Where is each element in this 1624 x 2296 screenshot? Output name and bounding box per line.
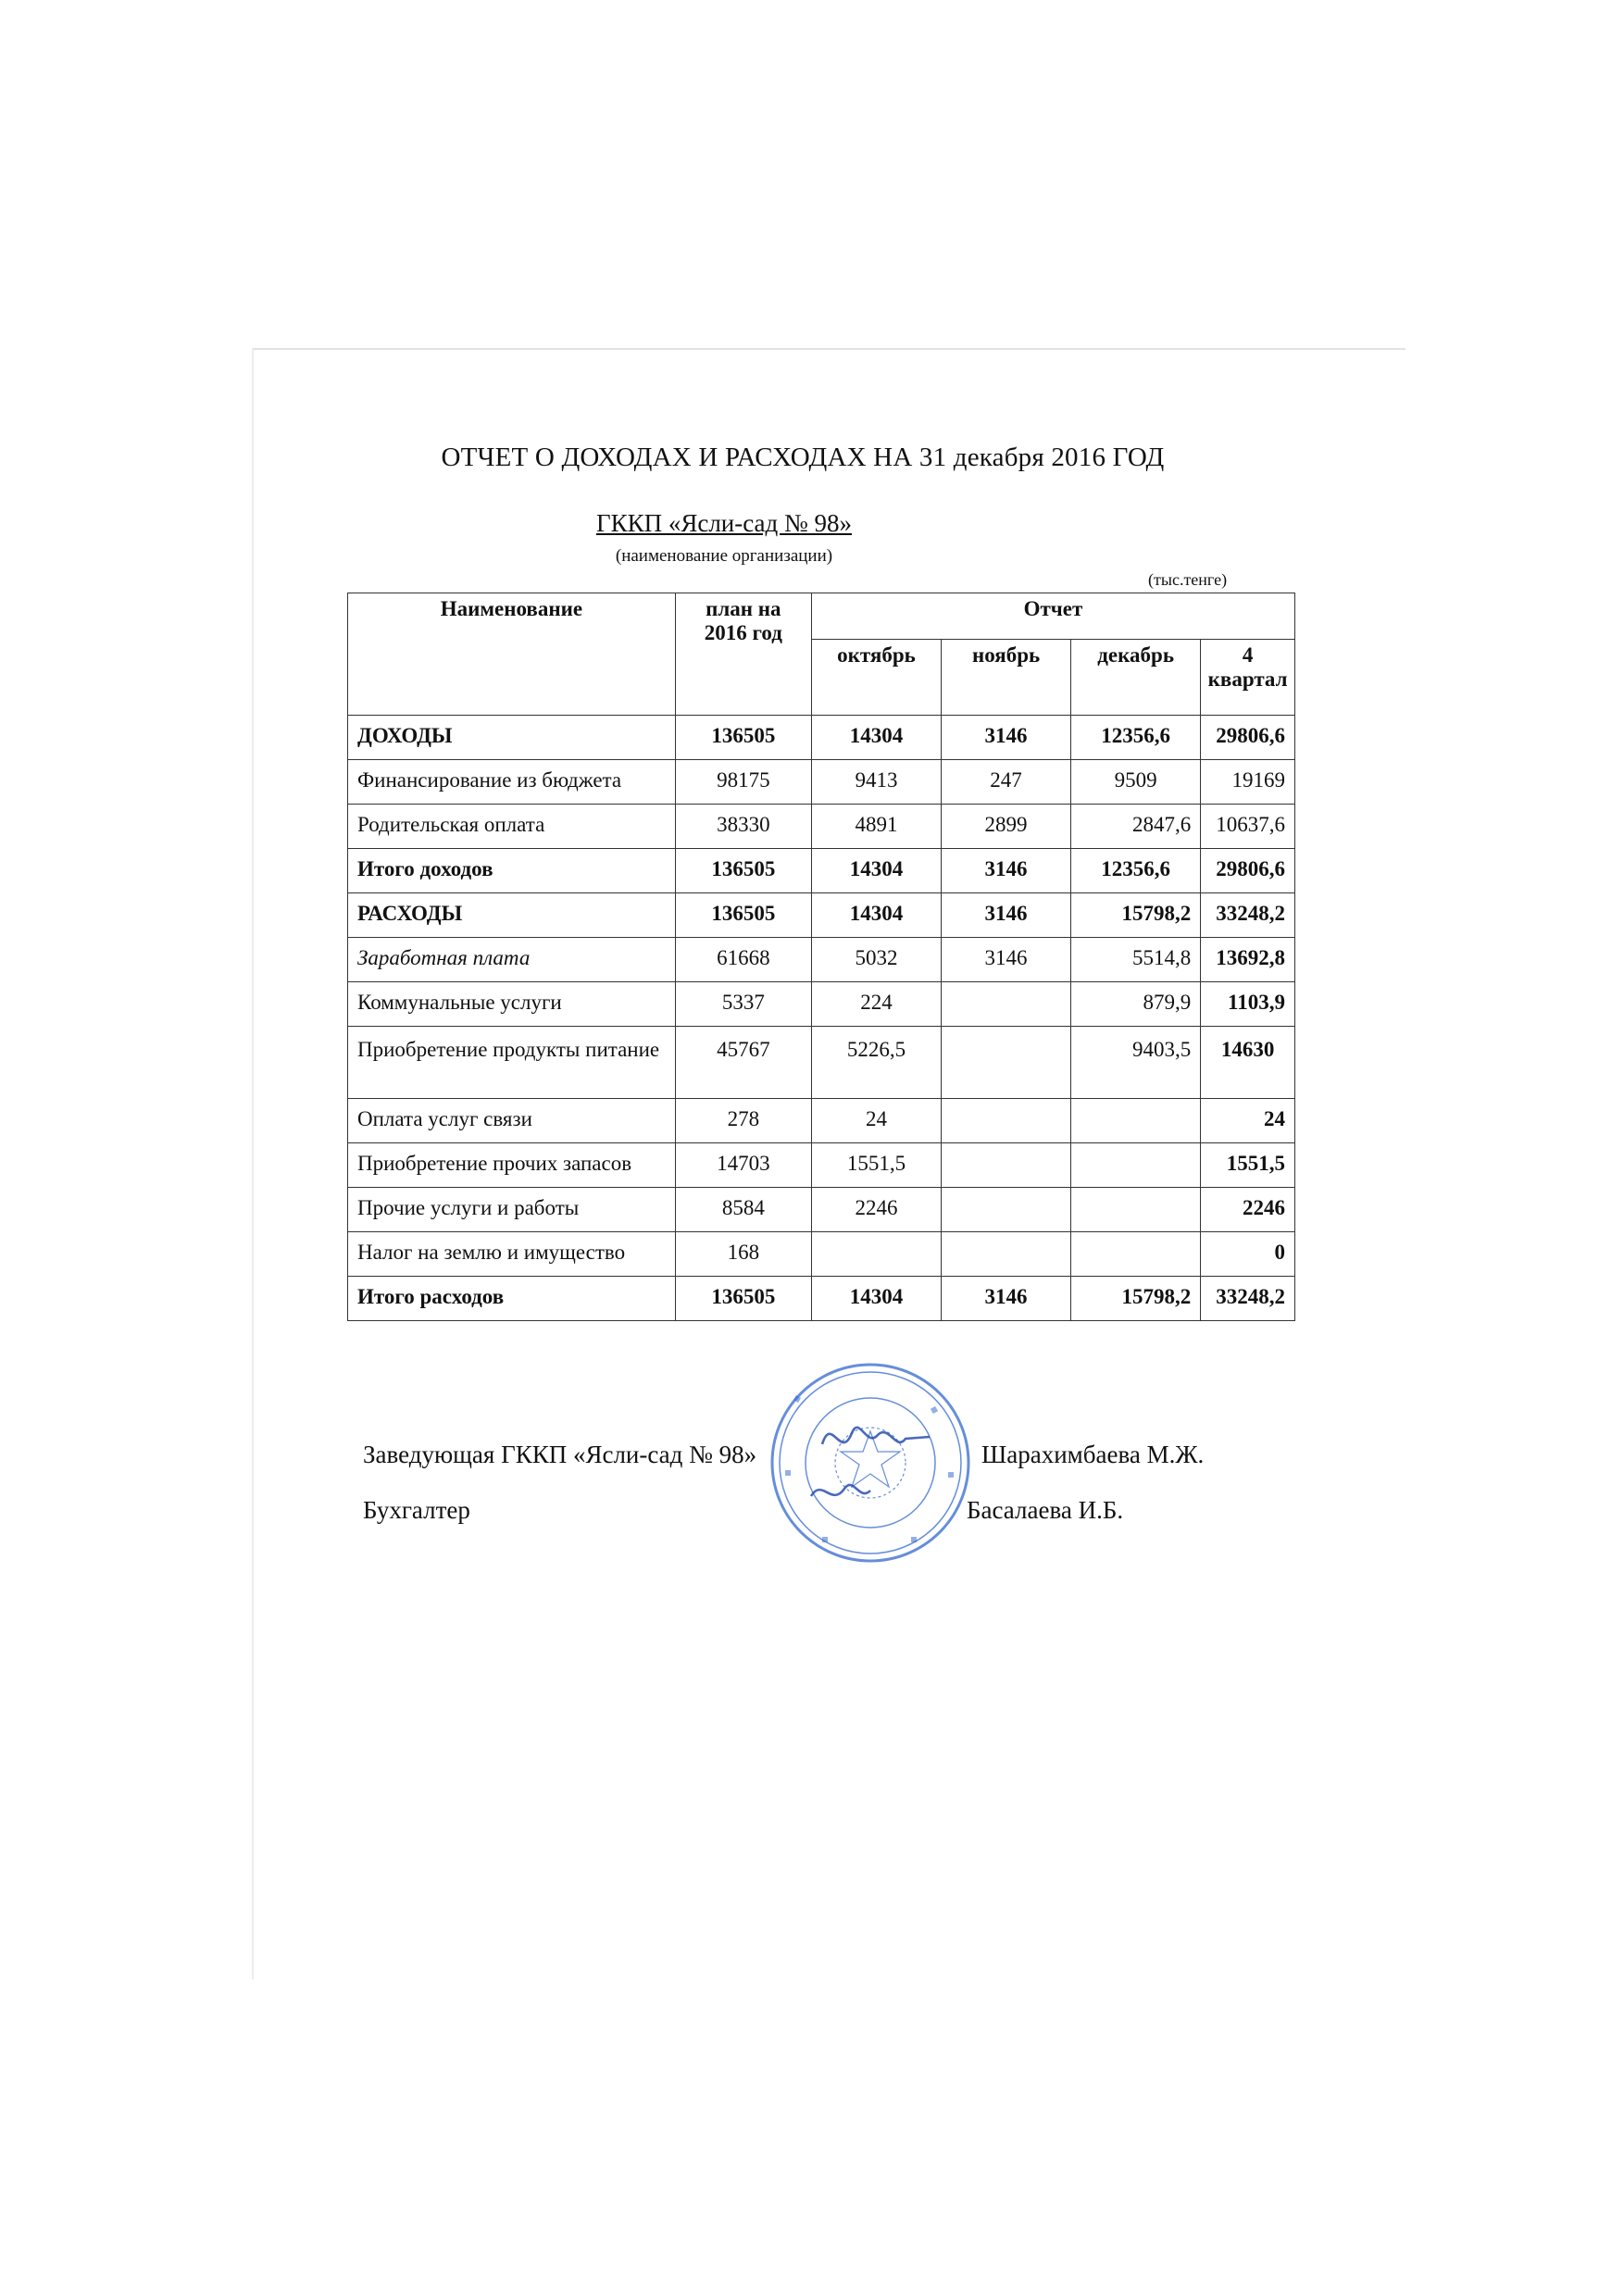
accountant-position: Бухгалтер [363,1496,470,1524]
table-row [348,938,1295,982]
row-dec: 15798,2 [1071,1277,1201,1321]
row-dec: 9509 [1071,760,1201,805]
table-row [348,1143,1295,1188]
row-plan: 136505 [675,893,811,938]
row-plan: 45767 [675,1027,811,1099]
head-position: Заведующая ГККП «Ясли-сад № 98» [363,1441,757,1468]
row-dec [1071,1143,1201,1188]
row-nov: 2899 [942,805,1071,849]
official-round-stamp-icon [767,1359,974,1566]
table-row [348,1232,1295,1277]
row-name: Приобретение прочих запасов [348,1143,676,1188]
row-plan: 5337 [675,982,811,1027]
row-name: РАСХОДЫ [348,893,676,938]
organization-caption: (наименование организации) [615,546,833,566]
row-oct: 14304 [811,893,941,938]
row-q4: 1103,9 [1201,982,1295,1027]
row-name: Налог на землю и имущество [348,1232,676,1277]
row-plan: 136505 [675,849,811,893]
row-dec [1071,1232,1201,1277]
row-oct: 4891 [811,805,941,849]
row-q4: 13692,8 [1201,938,1295,982]
units-label: (тыс.тенге) [1148,570,1228,589]
page-title: ОТЧЕТ О ДОХОДАХ И РАСХОДАХ НА 31 декабря 2016 ГОД [441,443,1165,472]
table-row [348,716,1295,760]
header-october: октябрь [811,640,941,716]
table-row [348,1188,1295,1232]
row-oct: 5226,5 [811,1027,941,1099]
row-oct: 14304 [811,1277,941,1321]
row-plan: 136505 [675,1277,811,1321]
row-plan: 38330 [675,805,811,849]
table-row [348,1027,1295,1099]
row-dec: 12356,6 [1071,849,1201,893]
row-q4: 2246 [1201,1188,1295,1232]
row-name: Оплата услуг связи [348,1099,676,1143]
header-december: декабрь [1071,640,1201,716]
row-oct: 14304 [811,849,941,893]
row-name: Приобретение продукты питание [348,1027,676,1099]
row-dec: 2847,6 [1071,805,1201,849]
row-nov [942,1027,1071,1099]
row-oct: 5032 [811,938,941,982]
row-nov: 3146 [942,1277,1071,1321]
row-name: Итого доходов [348,849,676,893]
row-q4: 29806,6 [1201,716,1295,760]
row-nov [942,1188,1071,1232]
row-plan: 136505 [675,716,811,760]
row-name: Родительская оплата [348,805,676,849]
row-nov: 3146 [942,938,1071,982]
row-dec: 9403,5 [1071,1027,1201,1099]
row-nov: 3146 [942,893,1071,938]
row-nov [942,1232,1071,1277]
row-name: Прочие услуги и работы [348,1188,676,1232]
row-oct: 224 [811,982,941,1027]
row-plan: 278 [675,1099,811,1143]
row-dec [1071,1099,1201,1143]
row-name: Коммунальные услуги [348,982,676,1027]
row-nov [942,982,1071,1027]
row-nov: 3146 [942,716,1071,760]
row-oct: 1551,5 [811,1143,941,1188]
table-row [348,982,1295,1027]
table-row [348,893,1295,938]
table-row [348,1277,1295,1321]
row-q4: 33248,2 [1201,1277,1295,1321]
row-plan: 8584 [675,1188,811,1232]
row-oct: 2246 [811,1188,941,1232]
row-q4: 0 [1201,1232,1295,1277]
row-plan: 61668 [675,938,811,982]
row-dec: 5514,8 [1071,938,1201,982]
accountant-name: Басалаева И.Б. [967,1496,1124,1524]
row-nov: 3146 [942,849,1071,893]
row-q4: 33248,2 [1201,893,1295,938]
header-name: Наименование [348,593,676,716]
row-q4: 14630 [1201,1027,1295,1099]
header-november: ноябрь [942,640,1071,716]
table-row [348,849,1295,893]
row-q4: 1551,5 [1201,1143,1295,1188]
head-name: Шарахимбаева М.Ж. [981,1441,1205,1468]
row-dec: 15798,2 [1071,893,1201,938]
row-q4: 10637,6 [1201,805,1295,849]
header-quarter: 4 квартал [1201,640,1295,716]
header-report: Отчет [811,593,1294,640]
row-oct: 14304 [811,716,941,760]
row-oct [811,1232,941,1277]
organization-name: ГККП «Ясли-сад № 98» [595,509,853,537]
row-nov: 247 [942,760,1071,805]
row-dec: 879,9 [1071,982,1201,1027]
table-row [348,1099,1295,1143]
row-q4: 24 [1201,1099,1295,1143]
table-row [348,760,1295,805]
row-nov [942,1099,1071,1143]
header-plan: план на 2016 год [675,593,811,716]
row-plan: 98175 [675,760,811,805]
row-name: Итого расходов [348,1277,676,1321]
row-name: ДОХОДЫ [348,716,676,760]
row-dec: 12356,6 [1071,716,1201,760]
row-oct: 24 [811,1099,941,1143]
row-oct: 9413 [811,760,941,805]
row-q4: 19169 [1201,760,1295,805]
row-nov [942,1143,1071,1188]
row-name: Финансирование из бюджета [348,760,676,805]
row-q4: 29806,6 [1201,849,1295,893]
row-dec [1071,1188,1201,1232]
table-row [348,805,1295,849]
row-plan: 14703 [675,1143,811,1188]
row-name: Заработная плата [348,938,676,982]
row-plan: 168 [675,1232,811,1277]
report-table [347,593,1295,1321]
